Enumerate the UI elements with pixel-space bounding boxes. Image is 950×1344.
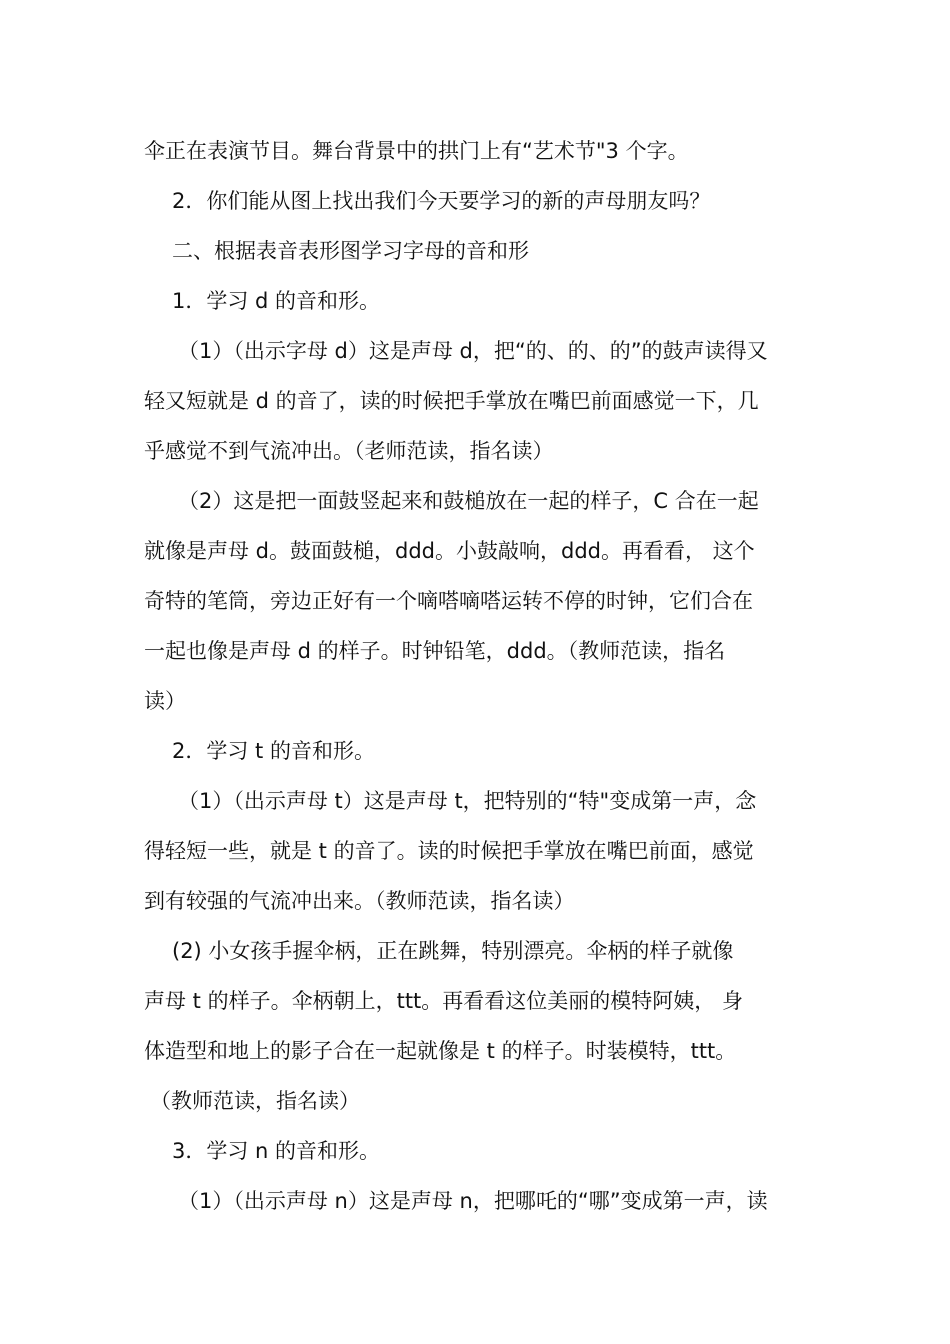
- section-heading: 二、根据表音表形图学习字母的音和形: [172, 239, 529, 263]
- text-line: （1）（出示声母 t）这是声母 t，把特别的“特"变成第一声，念: [178, 789, 757, 813]
- text-line: 声母 t 的样子。伞柄朝上，ttt。再看看这位美丽的模特阿姨， 身: [144, 989, 743, 1013]
- text-line: 体造型和地上的影子合在一起就像是 t 的样子。时装模特，ttt。: [144, 1039, 737, 1063]
- text-line: 乎感觉不到气流冲出。（老师范读，指名读）: [144, 439, 554, 463]
- subheading-n: 3．学习 n 的音和形。: [172, 1139, 381, 1163]
- text-line: （教师范读，指名读）: [150, 1089, 360, 1113]
- text-line: 就像是声母 d。鼓面鼓槌，ddd。小鼓敲响，ddd。再看看， 这个: [144, 539, 755, 563]
- text-line: 读）: [144, 689, 186, 713]
- text-line: 得轻短一些，就是 t 的音了。读的时候把手掌放在嘴巴前面，感觉: [144, 839, 754, 863]
- text-line: 奇特的笔筒，旁边正好有一个嘀嗒嘀嗒运转不停的时钟，它们合在: [144, 589, 753, 613]
- text-line: 一起也像是声母 d 的样子。时钟铅笔，ddd。（教师范读，指名: [144, 639, 726, 663]
- subheading-t: 2．学习 t 的音和形。: [172, 739, 375, 763]
- subheading-d: 1．学习 d 的音和形。: [172, 289, 381, 313]
- text-line: 伞正在表演节目。舞台背景中的拱门上有“艺术节"3 个字。: [144, 139, 689, 163]
- text-line: 轻又短就是 d 的音了，读的时候把手掌放在嘴巴前面感觉一下，几: [144, 389, 759, 413]
- text-line: 到有较强的气流冲出来。（教师范读，指名读）: [144, 889, 575, 913]
- text-line: (2) 小女孩手握伞柄，正在跳舞，特别漂亮。伞柄的样子就像: [172, 939, 734, 963]
- text-line: （1）（出示声母 n）这是声母 n，把哪吒的“哪”变成第一声，读: [178, 1189, 768, 1213]
- list-item-2: 2．你们能从图上找出我们今天要学习的新的声母朋友吗？: [172, 189, 711, 213]
- text-line: （2）这是把一面鼓竖起来和鼓槌放在一起的样子，C 合在一起: [178, 489, 759, 513]
- text-line: （1）（出示字母 d）这是声母 d，把“的、的、的”的鼓声读得又: [178, 339, 768, 363]
